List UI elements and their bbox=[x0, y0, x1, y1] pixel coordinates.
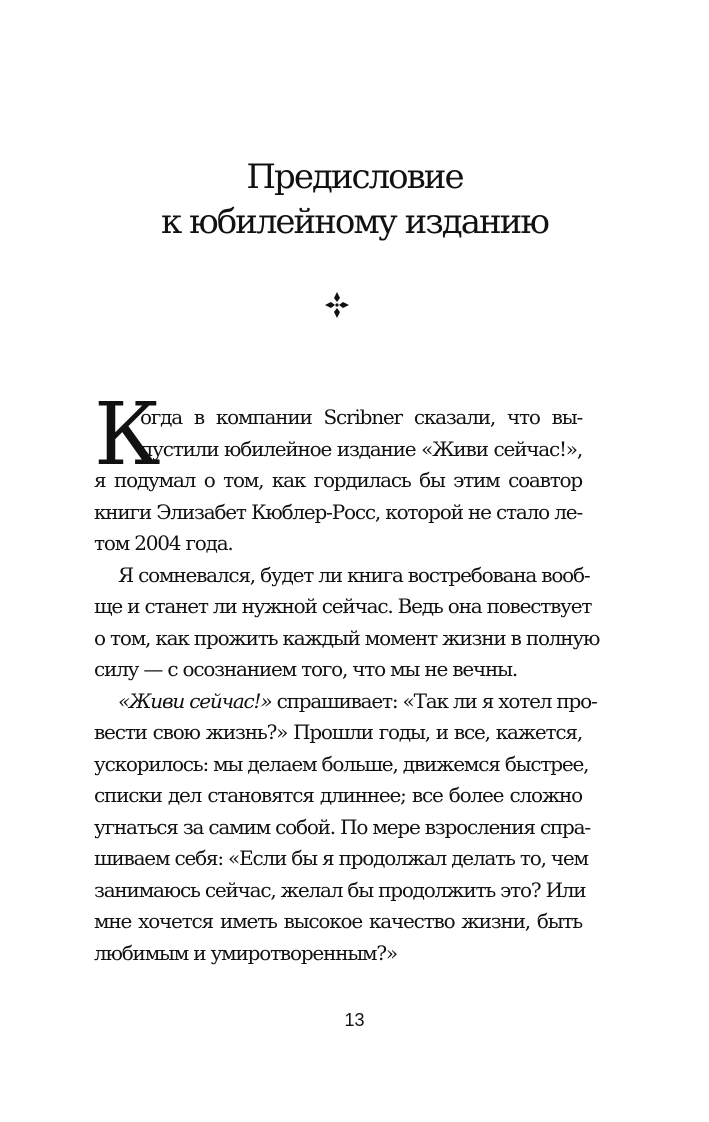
paragraph-2-line-1: Я сомневался, будет ли книга востребована вооб- bbox=[118, 563, 590, 587]
page-number: 13 bbox=[344, 1010, 365, 1030]
fleuron-ornament-icon bbox=[324, 290, 350, 320]
page-title-line-1: Предисловие bbox=[246, 157, 463, 197]
paragraph-1-line-4: книги Элизабет Кюблер-Росс, которой не стало ле- bbox=[94, 500, 582, 524]
paragraph-3-line-5: угнаться за самим собой. По мере взросления спра- bbox=[94, 815, 590, 839]
book-title-italic: «Живи сейчас!» bbox=[118, 689, 272, 713]
page-title-line-2: к юбилейному изданию bbox=[161, 202, 548, 242]
paragraph-3-line-1 bbox=[118, 686, 597, 718]
paragraph-2-line-3: о том, как прожить каждый момент жизни в полную bbox=[94, 626, 600, 650]
paragraph-3-line-8: мне хочется иметь высокое качество жизни, быть bbox=[94, 909, 582, 933]
paragraph-1-line-5: том 2004 года. bbox=[94, 531, 233, 555]
paragraph-3-line-7: занимаюсь сейчас, желал бы продолжить это? Или bbox=[94, 878, 586, 902]
paragraph-3-line-2: вести свою жизнь?» Прошли годы, и все, кажется, bbox=[94, 720, 582, 744]
paragraph-3-line-4: списки дел становятся длиннее; все более сложно bbox=[94, 783, 582, 807]
paragraph-3-line-6: шиваем себя: «Если бы я продолжал делать то, чем bbox=[94, 846, 588, 870]
paragraph-2-line-2: ще и станет ли нужной сейчас. Ведь она повествует bbox=[94, 594, 592, 618]
paragraph-1-line-3: я подумал о том, как гордилась бы этим соавтор bbox=[94, 468, 582, 492]
paragraph-3-line-1-rest: спрашивает: «Так ли я хотел про- bbox=[271, 689, 597, 713]
paragraph-1-line-2: пустили юбилейное издание «Живи сейчас!», bbox=[140, 437, 582, 461]
drop-cap: К bbox=[94, 385, 157, 485]
paragraph-3-line-3: ускорилось: мы делаем больше, движемся быстрее, bbox=[94, 752, 589, 776]
paragraph-1-line-1: огда в компании Scribner сказали, что вы- bbox=[140, 405, 582, 429]
paragraph-3-line-9: любимым и умиротворенным?» bbox=[94, 941, 397, 965]
paragraph-2-line-4: силу — с осознанием того, что мы не вечны. bbox=[94, 657, 518, 681]
